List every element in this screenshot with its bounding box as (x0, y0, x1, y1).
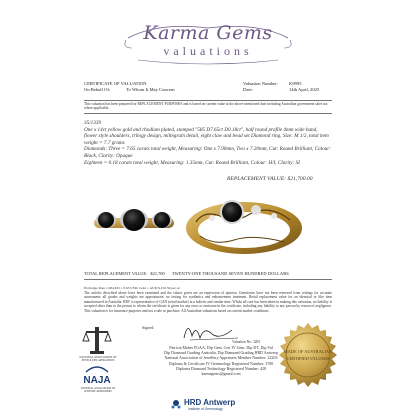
ring-front-view (94, 209, 174, 231)
brand-logo (118, 18, 298, 70)
fine-print: The articles described above have been examined and the values given are an expression of opinion. Gemstones have not been removed from settings for accurate assessment; all grades and weights are approximate, no testing for synthetics and enhancement treatment. Retail replacement value for an identical or like item manufactured in Australia. RRV is representative of GAN (retail market) in a holistic and similar time. Whilst all care has been taken in making this valuation, no liability is accepted other than to the person to whom the certificate is given for any error or omission in the certificate, including any liability to any person by reason of negligence. This valuation is for insurance purposes and not a sale or purchase. All Australian valuations based on current market conditions. (84, 291, 332, 313)
total-label: TOTAL REPLACEMENT VALUE: (84, 271, 148, 276)
date-label: Date: (243, 86, 253, 92)
signed-label: Signed: (142, 325, 155, 330)
on-behalf-value: To Whom It May Concern (126, 86, 175, 92)
replacement-label: REPLACEMENT VALUE: (227, 176, 286, 182)
credential-line: Diploma Diamond Technology Registered Number: 428 (176, 365, 266, 371)
gold-seal-icon (273, 322, 343, 392)
credential-line: Dip Diamond Grading Australia, Dip Diamond Grading HRD Antwerp (164, 350, 278, 356)
replacement-value (227, 176, 313, 182)
disclaimer-text: This valuation has been prepared for REPLACEMENT PURPOSES and is based on current value at the above mentioned date including Australian government sales tax where applicable. (84, 102, 328, 111)
gold-seal-line2: CERTIFIED VALUERS (286, 356, 330, 361)
credential-line: National Association of Jewellery Appraisers Member Number: 22203 (164, 355, 278, 361)
exchange-rate: Exchange Rate 1.00AUD = 0.63 USD, Gold = AUD $,150.56 per oz (84, 286, 180, 290)
naja-caption: NATIONAL ASSOCIATION OF JEWELRY APPRAISERS (80, 387, 116, 394)
divider (84, 100, 332, 101)
divider (84, 279, 332, 280)
item-eighteen: Eighteen = 0.18 carats total weight, Measuring: 1.35mm, Cut: Round Brilliant, Colour: H/I, Clarity: SI (84, 159, 300, 166)
header-right (243, 81, 319, 92)
ring-image (84, 190, 332, 260)
ring-photo (84, 190, 332, 260)
item-diamonds: Diamonds: Three = 7.65 carats total weight, Measuring: One x 7.90mm, Two x 7.20mm, Cut: Round Brilliant, Colour: Black, Clarity: Opaque (84, 146, 332, 159)
item-description: One x 14ct yellow gold and rhodium plated, stamped "585 D7.65ct D0.18ct", half round profile 4mm wide band, flower style shoulders, trilogy design, millegrain detail, eight claw and bead set Diamond ring, Size: M 1/2, total item weight = 7.7 grams (84, 126, 329, 146)
association-caption: NATIONAL ASSOCIATION OF JEWELLERY APPRAISERS (79, 356, 117, 363)
gold-seal-line1: MADE OF AUSTRALIAN (283, 349, 333, 354)
on-behalf-label: On Behalf Of: (84, 86, 111, 92)
item-number: 35/1339 (84, 120, 102, 126)
valuer-name: Patricia Maher FGAA, Dip Gem, Cert IV Gem, Dip DT, Dip Val (169, 345, 273, 350)
hrd-logo-icon (170, 397, 250, 411)
ring-side-view (186, 200, 302, 254)
certificate-title: CERTIFICATE OF VALUATION (84, 81, 147, 86)
date-value: 14th April, 2025 (289, 86, 320, 92)
replacement-amount: $21,700.00 (287, 176, 313, 182)
total-replacement (84, 271, 289, 276)
credential-line: Diploma & Certificate IV Gemmology Registered Number: 3780 (168, 360, 274, 366)
association-logo-icon (80, 323, 114, 357)
total-words: TWENTY-ONE THOUSAND SEVEN HUNDRED DOLLARS (171, 271, 289, 276)
hrd-text: HRD Antwerp (184, 398, 236, 407)
brand-name: Karma Gems (143, 22, 273, 44)
total-amount: $21,700 (150, 271, 165, 276)
valuation-number-value: K9995 (289, 81, 302, 86)
header-left (84, 81, 175, 92)
valuation-no: Valuation No: 3205 (232, 340, 261, 344)
valuation-number-label: Valuation Number: (243, 81, 279, 86)
divider (84, 113, 332, 114)
naja-logo-icon (80, 364, 114, 386)
item-description-block (84, 120, 332, 166)
hrd-subtext: Institute of Gemmology (188, 407, 223, 411)
valuer-email: karmagems@gmail.com (201, 371, 241, 377)
brand-tagline: valuations (163, 44, 253, 58)
naja-text: NAJA (83, 375, 111, 386)
